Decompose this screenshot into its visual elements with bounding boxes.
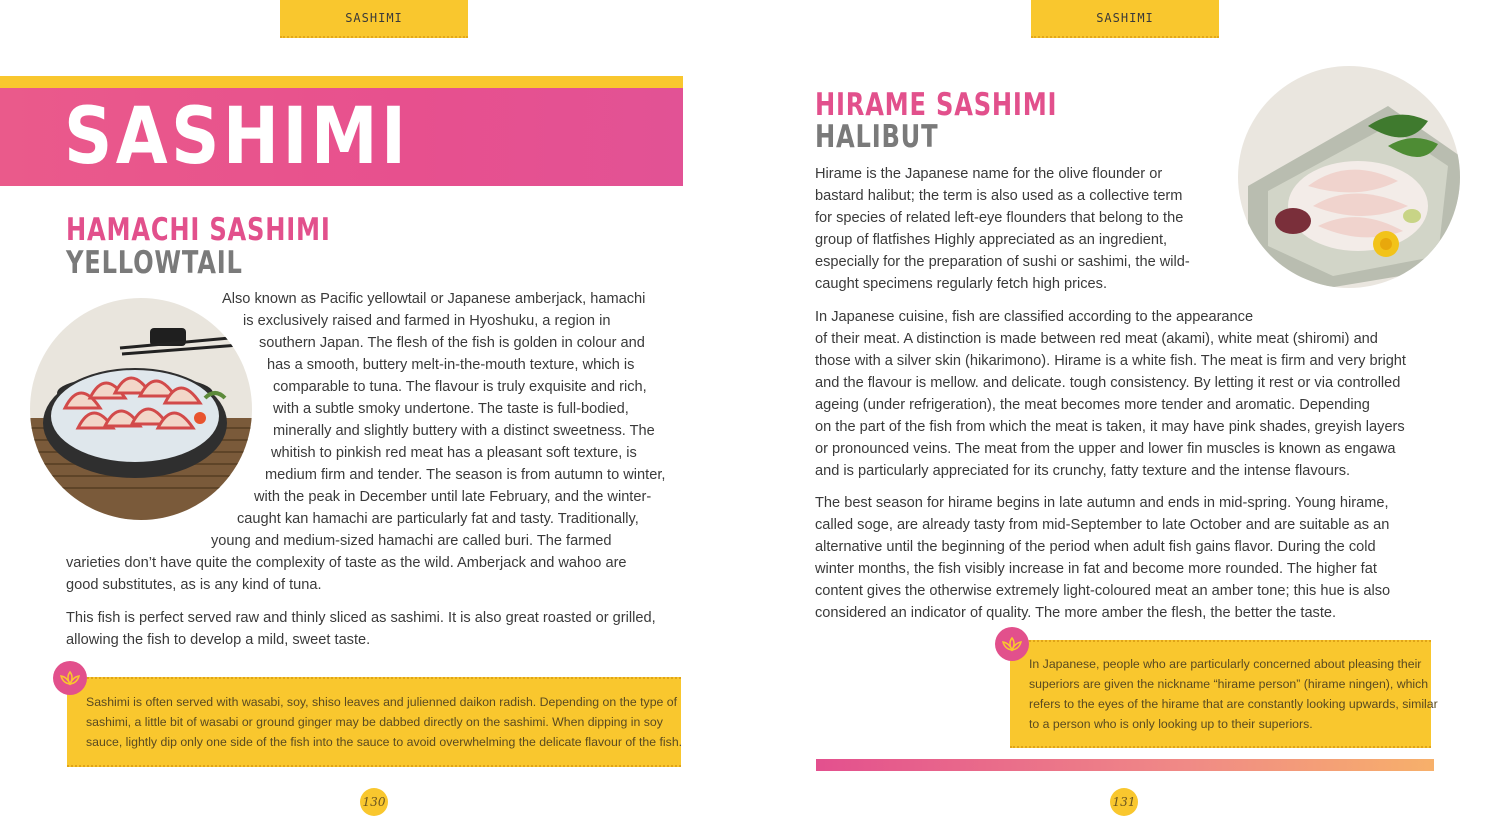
lotus-icon	[53, 661, 87, 695]
hirame-subtitle: HALIBUT	[815, 119, 939, 155]
hirame-title: HIRAME SASHIMI	[815, 87, 1058, 123]
running-header-left: SASHIMI	[280, 0, 468, 38]
hirame-sashimi-photo	[1238, 66, 1460, 288]
page-number-left: 130	[360, 788, 388, 816]
hamachi-sashimi-photo	[30, 298, 252, 520]
lotus-icon	[995, 627, 1029, 661]
gradient-footer-bar	[816, 759, 1434, 771]
hamachi-subtitle: YELLOWTAIL	[66, 245, 243, 281]
banner-yellow-stripe	[0, 76, 683, 88]
hamachi-title: HAMACHI SASHIMI	[66, 212, 331, 248]
running-header-right: SASHIMI	[1031, 0, 1219, 38]
chapter-title: SASHIMI	[64, 92, 410, 182]
page-number-right: 131	[1110, 788, 1138, 816]
